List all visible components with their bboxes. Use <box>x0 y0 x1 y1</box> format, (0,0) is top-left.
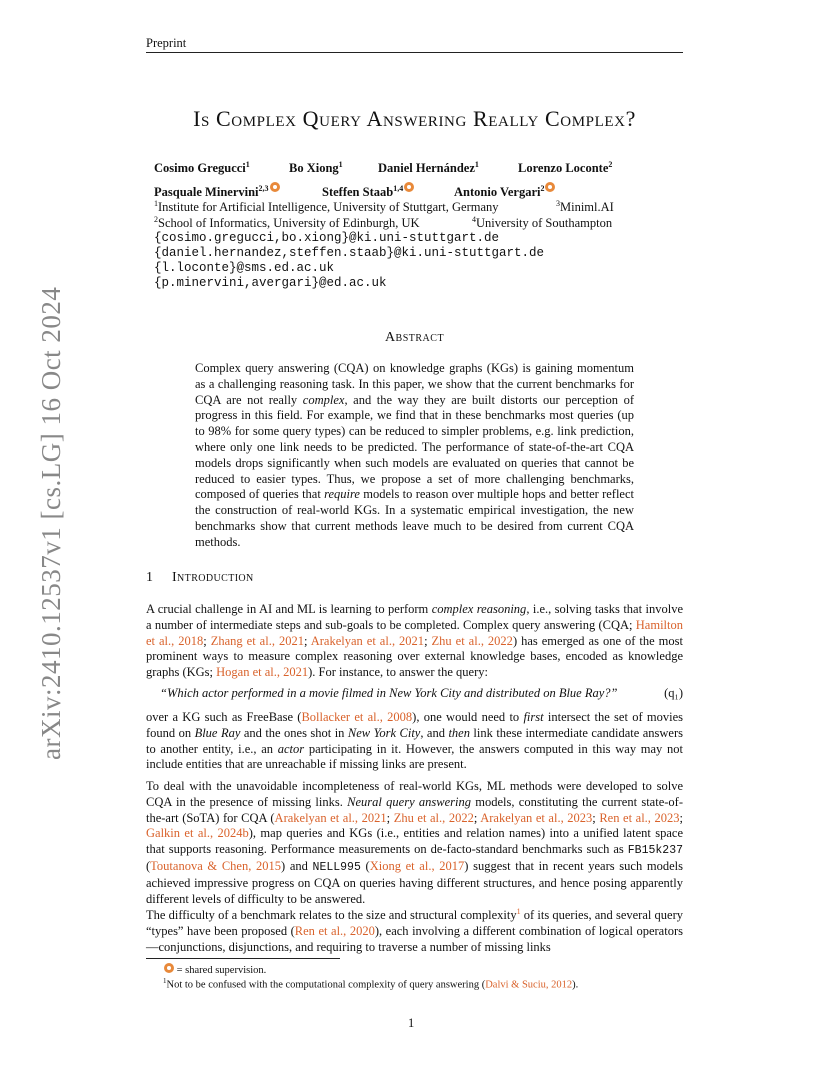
citation-link[interactable]: Xiong et al., 2017 <box>369 858 465 873</box>
citation-link[interactable]: Zhu et al., 2022 <box>393 810 474 825</box>
query-text: “Which actor performed in a movie filmed in New York City and distributed on Blue Ray?” <box>160 686 618 700</box>
author-email: {cosimo.gregucci,bo.xiong}@ki.uni-stuttgart.de <box>154 231 500 245</box>
citation-link[interactable]: Bollacker et al., 2008 <box>301 710 413 724</box>
query-label: (q₁) <box>664 686 683 700</box>
dataset-name: NELL995 <box>312 860 361 874</box>
body-paragraph: To deal with the unavoidable incompleteness of real-world KGs, ML methods were developed to solve CQA in the presence of missing links. Neural query answering models, constituting the current state-of-the-art (SoTA) for CQA (Arakelyan et al., 2021; Zhu et al., 2022; Arakelyan et al., 2023; Ren et al., 2023; Galkin et al., 2024b), map queries and KGs (i.e., entities and relation names) into a unified latent space that supports reasoning. Performance measurements on de-facto-standard benchmarks such as FB15k237 (Toutanova & Chen, 2015) and NELL995 (Xiong et al., 2017) suggest that in recent years such models achieved impressive progress on CQA on queries having different structures, and hence posing apparently different levels of difficulty to be answered. <box>146 779 683 906</box>
shared-supervision-icon <box>164 963 174 973</box>
citation-link[interactable]: Ren et al., 2023 <box>599 810 680 825</box>
abstract-heading: Abstract <box>384 330 445 345</box>
author-name: Lorenzo Loconte$^2$ <box>518 160 613 176</box>
section-number: 1 <box>146 570 154 585</box>
author-name: Antonio Vergari$^2$ <box>454 182 555 200</box>
footnote-shared: = shared supervision. <box>163 963 266 976</box>
arxiv-identifier: arXiv:2410.12537v1 [cs.LG] 16 Oct 2024 <box>36 286 66 760</box>
author-name: Steffen Staab$^{1,4}$ <box>322 182 414 200</box>
author-name: Bo Xiong$^1$ <box>289 160 343 176</box>
running-header: Preprint <box>146 36 187 50</box>
author-name: Daniel Hernández$^1$ <box>378 160 479 176</box>
affiliation: $^3$Miniml.AI <box>556 199 614 215</box>
abstract-body: Complex query answering (CQA) on knowledge graphs (KGs) is gaining momentum as a challenging reasoning task. In this paper, we show that the current benchmarks for CQA are not really complex, and the way they are built distorts our perception of progress in this field. For example, we find that in these benchmarks most queries (up to 98% for some query types) can be reduced to simpler problems, e.g. link prediction, where only one link needs to be predicted. The performance of state-of-the-art CQA models drops significantly when such models are evaluated on queries that cannot be reduced to easier types. Thus, we propose a set of more challenging benchmarks, composed of queries that require models to reason over multiple hops and better reflect the construction of real-world KGs. In a systematic empirical investigation, the new benchmarks show that current methods leave much to be desired from current CQA methods. <box>195 361 635 549</box>
affiliation: $^1$Institute for Artificial Intelligence, University of Stuttgart, Germany <box>154 199 499 215</box>
citation-link[interactable]: Dalvi & Suciu, 2012 <box>485 979 573 991</box>
author-email: {p.minervini,avergari}@ed.ac.uk <box>154 276 387 290</box>
shared-supervision-icon <box>545 182 555 192</box>
author-name: Cosimo Gregucci$^1$ <box>154 160 250 176</box>
citation-link[interactable]: Zhu et al., 2022 <box>431 633 513 648</box>
citation-link[interactable]: Hamilton et al., 2018 <box>146 617 683 648</box>
footnote-marker[interactable]: 1 <box>516 907 521 916</box>
footnote-1: $^1$Not to be confused with the computational complexity of query answering (Dalvi & Suciu, 2012). <box>163 977 579 991</box>
citation-link[interactable]: Arakelyan et al., 2023 <box>480 810 593 825</box>
citation-link[interactable]: Zhang et al., 2021 <box>210 633 304 648</box>
header-rule <box>146 52 683 53</box>
author-email: {l.loconte}@sms.ed.ac.uk <box>154 261 335 275</box>
page-number: 1 <box>408 1016 415 1030</box>
citation-link[interactable]: Galkin et al., 2024b <box>146 826 249 841</box>
footnote-rule <box>146 958 340 959</box>
body-paragraph: A crucial challenge in AI and ML is learning to perform complex reasoning, i.e., solving tasks that involve a number of intermediate steps and sub-goals to be completed. Complex query answering (CQA; Hamilton et al., 2018; Zhang et al., 2021; Arakelyan et al., 2021; Zhu et al., 2022) has emerged as one of the most prominent ways to measure complex reasoning over external knowledge bases, encoded as knowledge graphs (KGs; Hogan et al., 2021). For instance, to answer the query: <box>146 602 683 680</box>
author-name: Pasquale Minervini$^{2,3}$ <box>154 182 280 200</box>
body-paragraph: over a KG such as FreeBase (Bollacker et al., 2008), one would need to first intersect the set of movies found on Blue Ray and the ones shot in New York City, and then link these intermediate candidate answers to another entity, i.e., an actor participating in it. However, the answers computed in this way may not include entities that are unreachable if missing links are present. <box>146 710 683 772</box>
citation-link[interactable]: Toutanova & Chen, 2015 <box>150 858 281 873</box>
citation-link[interactable]: Arakelyan et al., 2021 <box>274 810 387 825</box>
affiliation: $^4$University of Southampton <box>472 215 613 231</box>
affiliation: $^2$School of Informatics, University of Edinburgh, UK <box>154 215 420 231</box>
citation-link[interactable]: Hogan et al., 2021 <box>216 665 309 680</box>
section-title: Introduction <box>172 570 254 585</box>
citation-link[interactable]: Arakelyan et al., 2021 <box>310 633 425 648</box>
shared-supervision-icon <box>270 182 280 192</box>
shared-supervision-icon <box>404 182 414 192</box>
paper-title: Is Complex Query Answering Really Complex? <box>193 106 636 131</box>
dataset-name: FB15k237 <box>627 844 683 858</box>
body-paragraph: The difficulty of a benchmark relates to the size and structural complexity$^1$ of its queries, and several query “types” have been proposed (Ren et al., 2020), each involving a different combination of logical operators—conjunctions, disjunctions, and requiring to traverse a number of missing links <box>146 907 683 954</box>
section-heading <box>146 570 254 586</box>
citation-link[interactable]: Ren et al., 2020 <box>294 923 375 938</box>
author-email: {daniel.hernandez,steffen.staab}@ki.uni-stuttgart.de <box>154 246 545 260</box>
